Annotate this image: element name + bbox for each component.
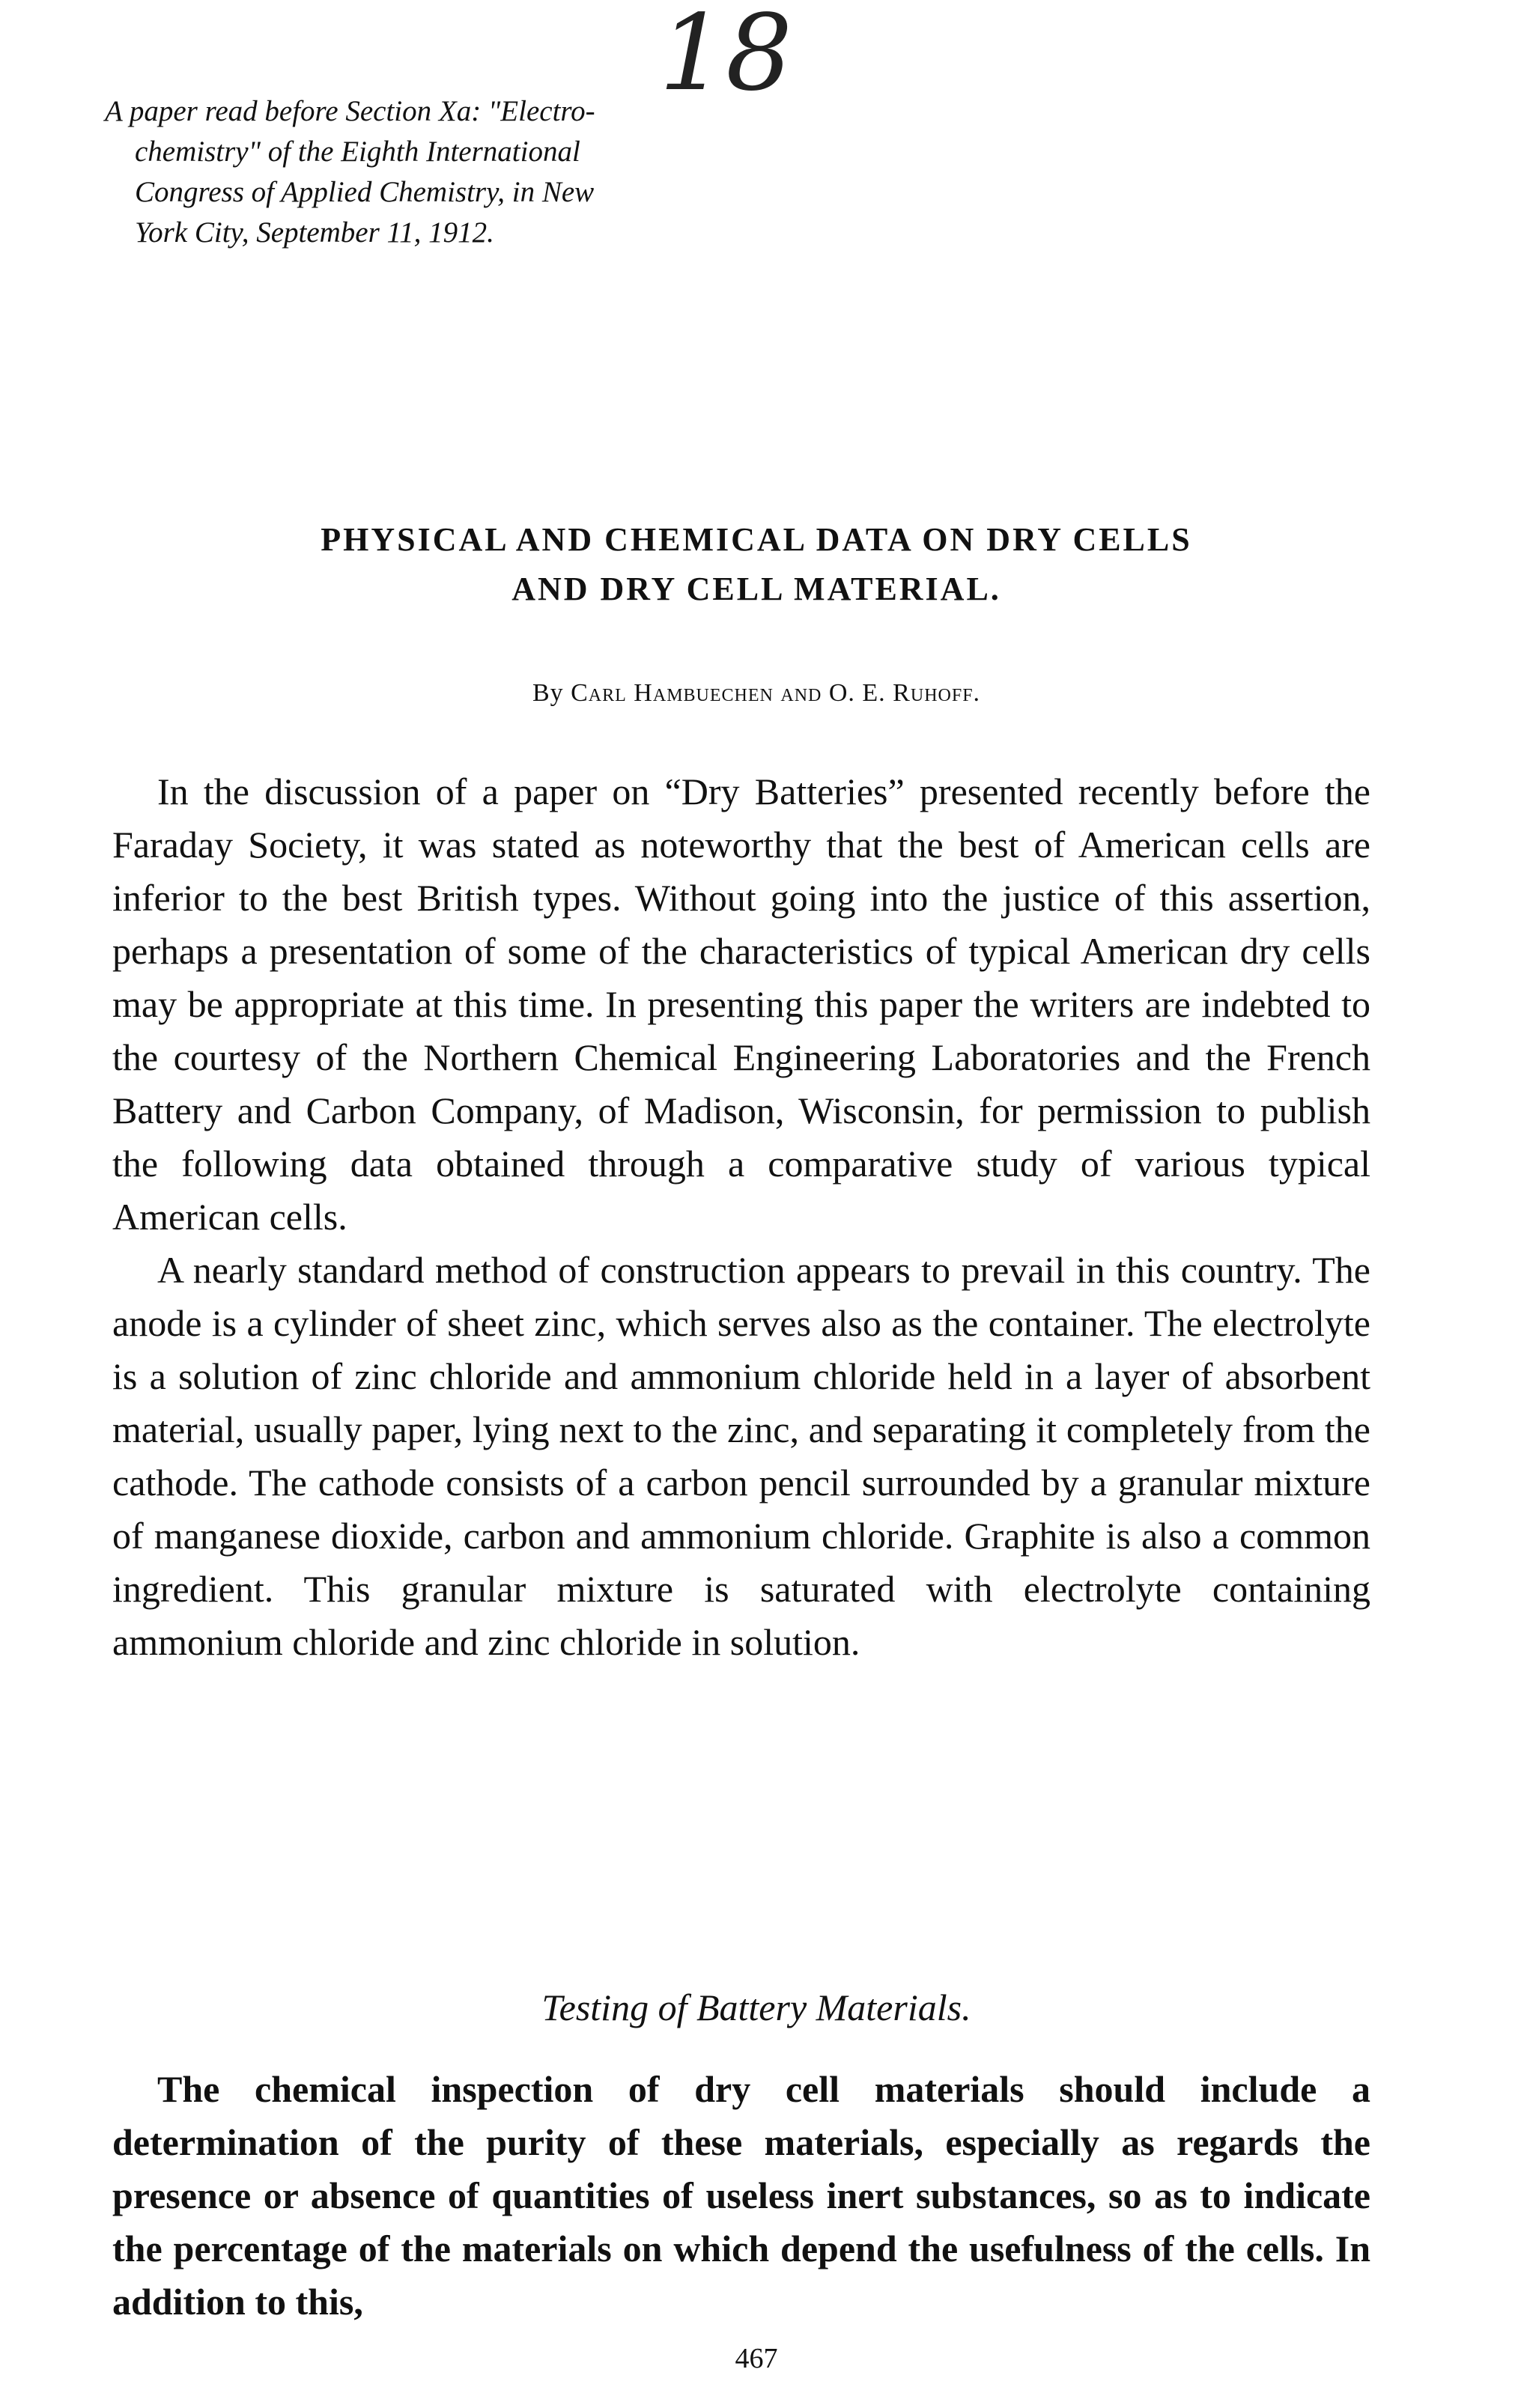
header-note-line: York City, September 11, 1912.: [135, 216, 494, 249]
paragraph: A nearly standard method of construction appears to prevail in this country. The anode is a cylinder of sheet zinc, which serves also as the container. The electrolyte is a solution of zinc chloride and ammonium chloride held in a layer of absorbent material, usually paper, lying next to the zinc, and separating it completely from the cathode. The cathode consists of a carbon pencil surrounded by a granular mixture of manganese dioxide, carbon and ammonium chloride. Graphite is also a common ingredient. This granular mixture is saturated with electrolyte containing ammonium chloride and zinc chloride in solution.: [112, 1249, 1370, 1663]
section-body: [112, 2063, 1370, 2329]
header-note: [105, 91, 779, 253]
title-line-2: AND DRY CELL MATERIAL.: [511, 571, 1001, 607]
handwritten-page-mark: 18: [659, 0, 793, 115]
article-authors: [112, 679, 1400, 708]
section-heading: Testing of Battery Materials.: [541, 1986, 971, 2028]
authors-names: Carl Hambuechen and O. E. Ruhoff.: [571, 679, 981, 707]
header-note-line: chemistry" of the Eighth International: [135, 136, 580, 168]
authors-by: By: [532, 679, 564, 707]
header-note-line: A paper read before Section Xa: "Electro-: [105, 95, 595, 127]
paragraph: The chemical inspection of dry cell materials should include a determination of the purity of these materials, especially as regards the presence or absence of quantities of useless inert substances, so as to indicate the percentage of the materials on which depend the usefulness of the cells. In addition to this,: [112, 2068, 1370, 2323]
article-title: [112, 515, 1400, 614]
paragraph: In the discussion of a paper on “Dry Batteries” presented recently before the Faraday Society, it was stated as noteworthy that the best of American cells are inferior to the best British types. Without going into the justice of this assertion, perhaps a presentation of some of the characteristics of typical American dry cells may be appropriate at this time. In presenting this paper the writers are indebted to the courtesy of the Northern Chemical Engineering Laboratories and the French Battery and Carbon Company, of Madison, Wisconsin, for permission to publish the following data obtained through a comparative study of various typical American cells.: [112, 770, 1370, 1238]
page-number: 467: [735, 2343, 778, 2374]
title-line-1: PHYSICAL AND CHEMICAL DATA ON DRY CELLS: [321, 521, 1192, 558]
article-body: [112, 765, 1370, 1669]
header-note-line: Congress of Applied Chemistry, in New: [135, 176, 595, 208]
